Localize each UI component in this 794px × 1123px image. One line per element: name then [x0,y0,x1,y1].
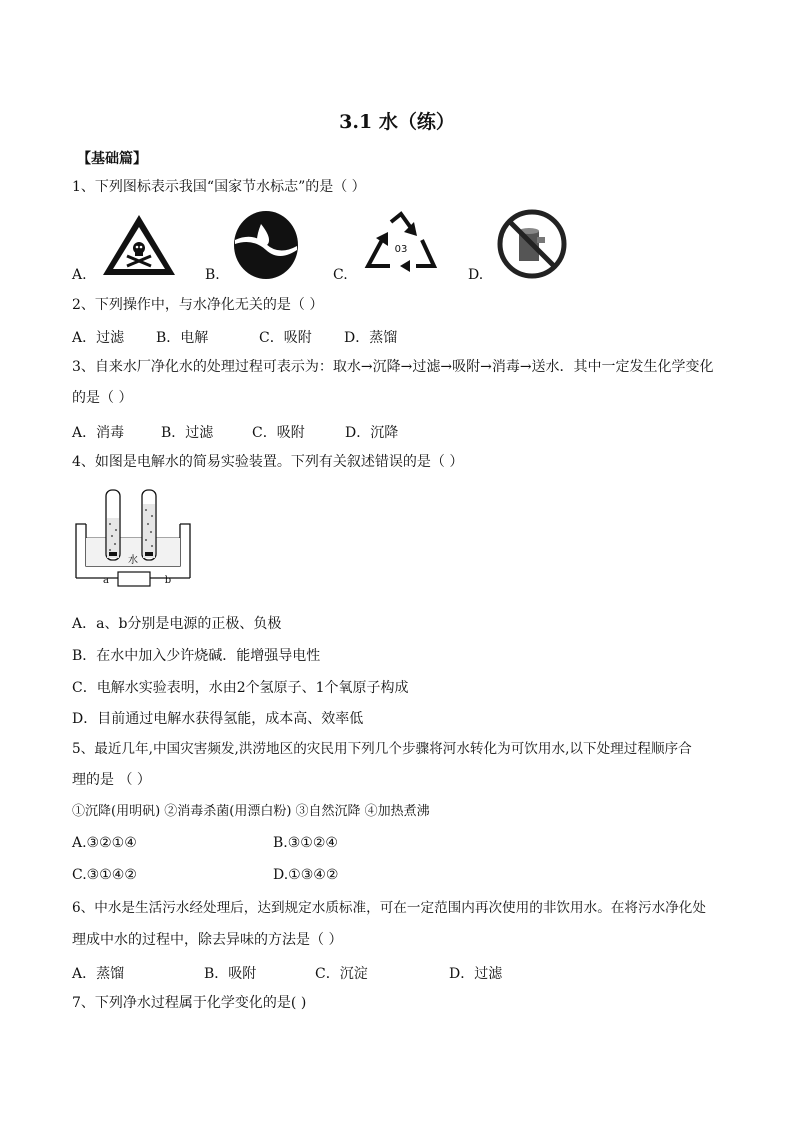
q2-option-b: B．电解 [156,330,209,346]
q3-option-b: B．过滤 [161,425,214,441]
q3-option-d: D．沉降 [345,425,399,441]
recycle-icon [364,210,438,276]
q1-option-c-label: C. [333,267,348,283]
electrode-b-label: b [164,575,172,586]
question-4: 4、如图是电解水的简易实验装置。下列有关叙述错误的是（ ） [72,454,464,470]
q6-option-c: C．沉淀 [315,966,368,982]
q5-option-a: A.③②①④ [72,835,137,851]
q1-option-d-label: D. [468,267,484,283]
q4-option-a: A．a、b分别是电源的正极、负极 [72,616,282,632]
q1-option-b-label: B. [205,267,220,283]
q5-option-b: B.③①②④ [273,835,338,851]
q3-option-c: C．吸附 [252,425,305,441]
question-3-line-1: 3、自来水厂净化水的处理过程可表示为：取水→沉降→过滤→吸附→消毒→送水．其中一定发生化学变化 [72,359,714,375]
q4-option-d: D．目前通过电解水获得氢能，成本高、效率低 [72,711,364,727]
water-label: 水 [128,555,138,566]
electrolysis-apparatus-diagram [72,484,196,596]
section-heading: 【基础篇】 [77,151,147,167]
q4-option-c: C．电解水实验表明，水由2个氢原子、1个氧原子构成 [72,680,409,696]
question-6-line-2: 理成中水的过程中，除去异味的方法是（ ） [72,932,343,948]
question-1: 1、下列图标表示我国“国家节水标志”的是（ ） [72,179,366,195]
q2-option-d: D．蒸馏 [344,330,398,346]
q6-option-d: D．过滤 [449,966,503,982]
q2-option-a: A．过滤 [72,330,125,346]
q2-option-c: C．吸附 [259,330,312,346]
page-title: 3.1 水（练） [339,111,455,133]
q4-option-b: B．在水中加入少许烧碱．能增强导电性 [72,648,321,664]
question-2: 2、下列操作中，与水净化无关的是（ ） [72,297,324,313]
electrode-a-label: a [103,575,109,586]
q5-option-d: D.①③④② [273,867,339,883]
q3-option-a: A．消毒 [72,425,125,441]
question-7: 7、下列净水过程属于化学变化的是( ) [72,995,307,1011]
question-5-line-2: 理的是 （ ） [72,772,151,788]
question-6-line-1: 6、中水是生活污水经处理后，达到规定水质标准，可在一定范围内再次使用的非饮用水。在将污水净化处 [72,900,706,916]
toxic-warning-icon [100,212,178,278]
q6-option-a: A．蒸馏 [72,966,125,982]
water-saving-icon [233,210,299,280]
question-5-line-1: 5、最近几年,中国灾害频发,洪涝地区的灾民用下列几个步骤将河水转化为可饮用水,以下处理过程顺序合 [72,741,692,757]
question-5-steps: ①沉降(用明矾) ②消毒杀菌(用漂白粉) ③自然沉降 ④加热煮沸 [72,804,430,819]
question-3-line-2: 的是（ ） [72,390,133,406]
q5-option-c: C.③①④② [72,867,137,883]
recycle-code: 03 [394,244,408,255]
q6-option-b: B．吸附 [204,966,257,982]
no-dumping-icon [497,209,567,279]
q1-option-a-label: A. [72,267,87,283]
